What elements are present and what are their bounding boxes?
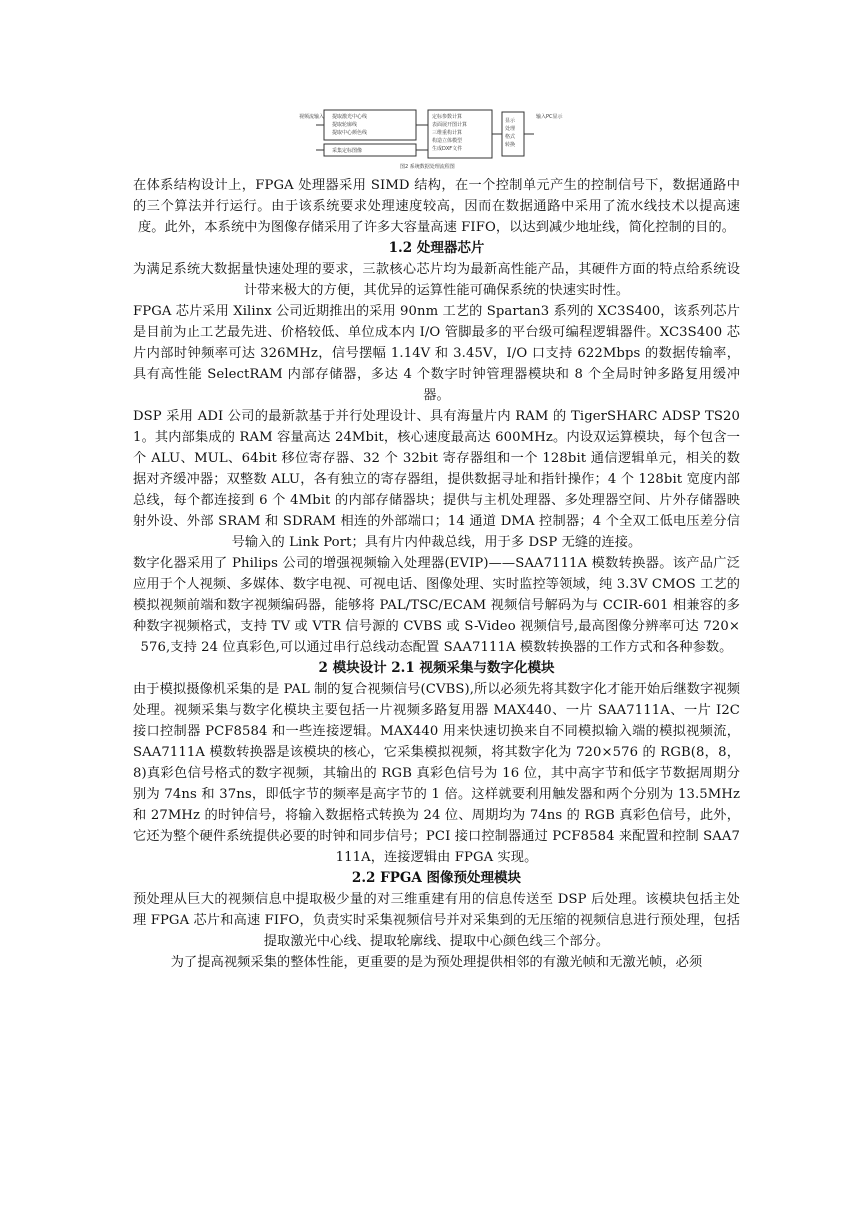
fig-box3-line4: 构造立体模型 — [432, 138, 463, 144]
paragraph-fpga: FPGA 芯片采用 Xilinx 公司近期推出的采用 90nm 工艺的 Spartan3 系列的 XC3S400，该系列芯片是目前为止工艺最先进、价格较低、单位成本内 I/O 管脚最多的平台级可编程逻辑器件。XC3S400 芯片内部时钟频率可达 326MHz，信号摆幅 1.14V 和 3.45V，I/O 口支持 622Mbps 的数据传输率，具有高性能 SelectRAM 内部存储器，多达 4 个数字时钟管理器模块和 8 个全局时钟多路复用缓冲器。 — [133, 304, 740, 403]
heading-fpga-preprocess: 2.2 FPGA 图像预处理模块 — [351, 870, 522, 886]
fig-box2-label: 采集定标图像 — [332, 148, 363, 154]
fig-box1-line2: 提取轮廓线 — [332, 122, 358, 128]
fig-caption: 图2 系统数据处理流程图 — [400, 164, 455, 170]
paragraph-chips-intro: 为满足系统大数据量快速处理的要求，三款核心芯片均为最新高性能产品，其硬件方面的特点给系统设计带来极大的方便，其优异的运算性能可确保系统的快速实时性。 — [133, 262, 740, 298]
fig-output-label: 输入PC显示 — [536, 114, 563, 120]
flowchart-diagram — [296, 104, 572, 172]
flowchart-figure — [296, 104, 572, 172]
heading-processor-chips: 1.2 处理器芯片 — [388, 240, 485, 256]
paragraph-digitizer: 数字化器采用了 Philips 公司的增强视频输入处理器(EVIP)——SAA7111A 模数转换器。该产品广泛应用于个人视频、多媒体、数字电视、可视电话、图像处理、实时监控等领域，纯 3.3V CMOS 工艺的模拟视频前端和数字视频编码器，能够将 PAL/TSC/ECAM 视频信号解码为与 CCIR-601 相兼容的多种数字视频格式，支持 TV 或 VTR 信号源的 CVBS 或 S-Video 视频信号,最高图像分辨率可达 720×576,支持 24 位真彩色,可以通过串行总线动态配置 SAA7111A 模数转换器的工作方式和各种参数。 — [133, 556, 740, 655]
fig-box3-line1: 定标参数计算 — [432, 114, 463, 120]
fig-box3-line3: 三维重构计算 — [432, 130, 463, 136]
fig-box4-line2: 处理 — [505, 126, 516, 132]
paragraph-preprocess: 预处理从巨大的视频信息中提取极少量的对三维重建有用的信息传送至 DSP 后处理。该模块包括主处理 FPGA 芯片和高速 FIFO，负责实时采集视频信号并对采集到的无压缩的视频信息进行预处理，包括提取激光中心线、提取轮廓线、提取中心颜色线三个部分。 — [133, 892, 740, 949]
paragraph-performance: 为了提高视频采集的整体性能，更重要的是为预处理提供相邻的有激光帧和无激光帧，必须 — [170, 955, 703, 970]
article-body — [133, 175, 740, 973]
fig-box3-line2: 表面展开图计算 — [432, 122, 468, 128]
paragraph-dsp: DSP 采用 ADI 公司的最新款基于并行处理设计、具有海量片内 RAM 的 TigerSHARC ADSP TS201。其内部集成的 RAM 容量高达 24Mbit，核心速度最高达 600MHz。内设双运算模块，每个包含一个 ALU、MUL、64bit 移位寄存器、32 个 32bit 寄存器组和一个 128bit 通信逻辑单元，相关的数据对齐缓冲器；双整数 ALU，各有独立的寄存器组，提供数据寻址和指针操作；4 个 128bit 宽度内部总线，每个都连接到 6 个 4Mbit 的内部存储器块；提供与主机处理器、多处理器空间、片外存储器映射外设、外部 SRAM 和 SDRAM 相连的外部端口；14 通道 DMA 控制器；4 个全双工低电压差分信号输入的 Link Port；具有片内仲裁总线，用于多 DSP 无缝的连接。 — [133, 409, 740, 550]
fig-input-label: 视频流输入 — [299, 114, 325, 120]
fig-box4-line4: 转换 — [505, 142, 516, 148]
fig-box3-line5: 生成DXF文件 — [432, 146, 463, 152]
fig-box4-line3: 格式 — [505, 134, 516, 140]
fig-box1-line3: 提取中心颜色线 — [332, 130, 368, 136]
heading-module-design: 2 模块设计 2.1 视频采集与数字化模块 — [318, 660, 555, 676]
fig-box4-line1: 显示 — [505, 118, 516, 124]
paragraph-architecture: 在体系结构设计上，FPGA 处理器采用 SIMD 结构，在一个控制单元产生的控制信号下，数据通路中的三个算法并行运行。由于该系统要求处理速度较高，因而在数据通路中采用了流水线技术以提高速度。此外，本系统中为图像存储采用了许多大容量高速 FIFO，以达到减少地址线，简化控制的目的。 — [133, 178, 740, 235]
paragraph-video-capture: 由于模拟摄像机采集的是 PAL 制的复合视频信号(CVBS),所以必须先将其数字化才能开始后继数字视频处理。视频采集与数字化模块主要包括一片视频多路复用器 MAX440、一片 SAA7111A、一片 I2C 接口控制器 PCF8584 和一些连接逻辑。MAX440 用来快速切换来自不同模拟输入端的模拟视频流，SAA7111A 模数转换器是该模块的核心，它采集模拟视频，将其数字化为 720×576 的 RGB(8，8，8)真彩色信号格式的数字视频，其输出的 RGB 真彩色信号为 16 位，其中高字节和低字节数据周期分别为 74ns 和 37ns，即低字节的频率是高字节的 1 倍。这样就要利用触发器和两个分别为 13.5MHz 和 27MHz 的时钟信号，将输入数据格式转换为 24 位、周期均为 74ns 的 RGB 真彩色信号，此外，它还为整个硬件系统提供必要的时钟和同步信号；PCI 接口控制器通过 PCF8584 来配置和控制 SAA7111A，连接逻辑由 FPGA 实现。 — [133, 682, 740, 865]
fig-box1-line1: 提取激光中心线 — [332, 114, 368, 120]
